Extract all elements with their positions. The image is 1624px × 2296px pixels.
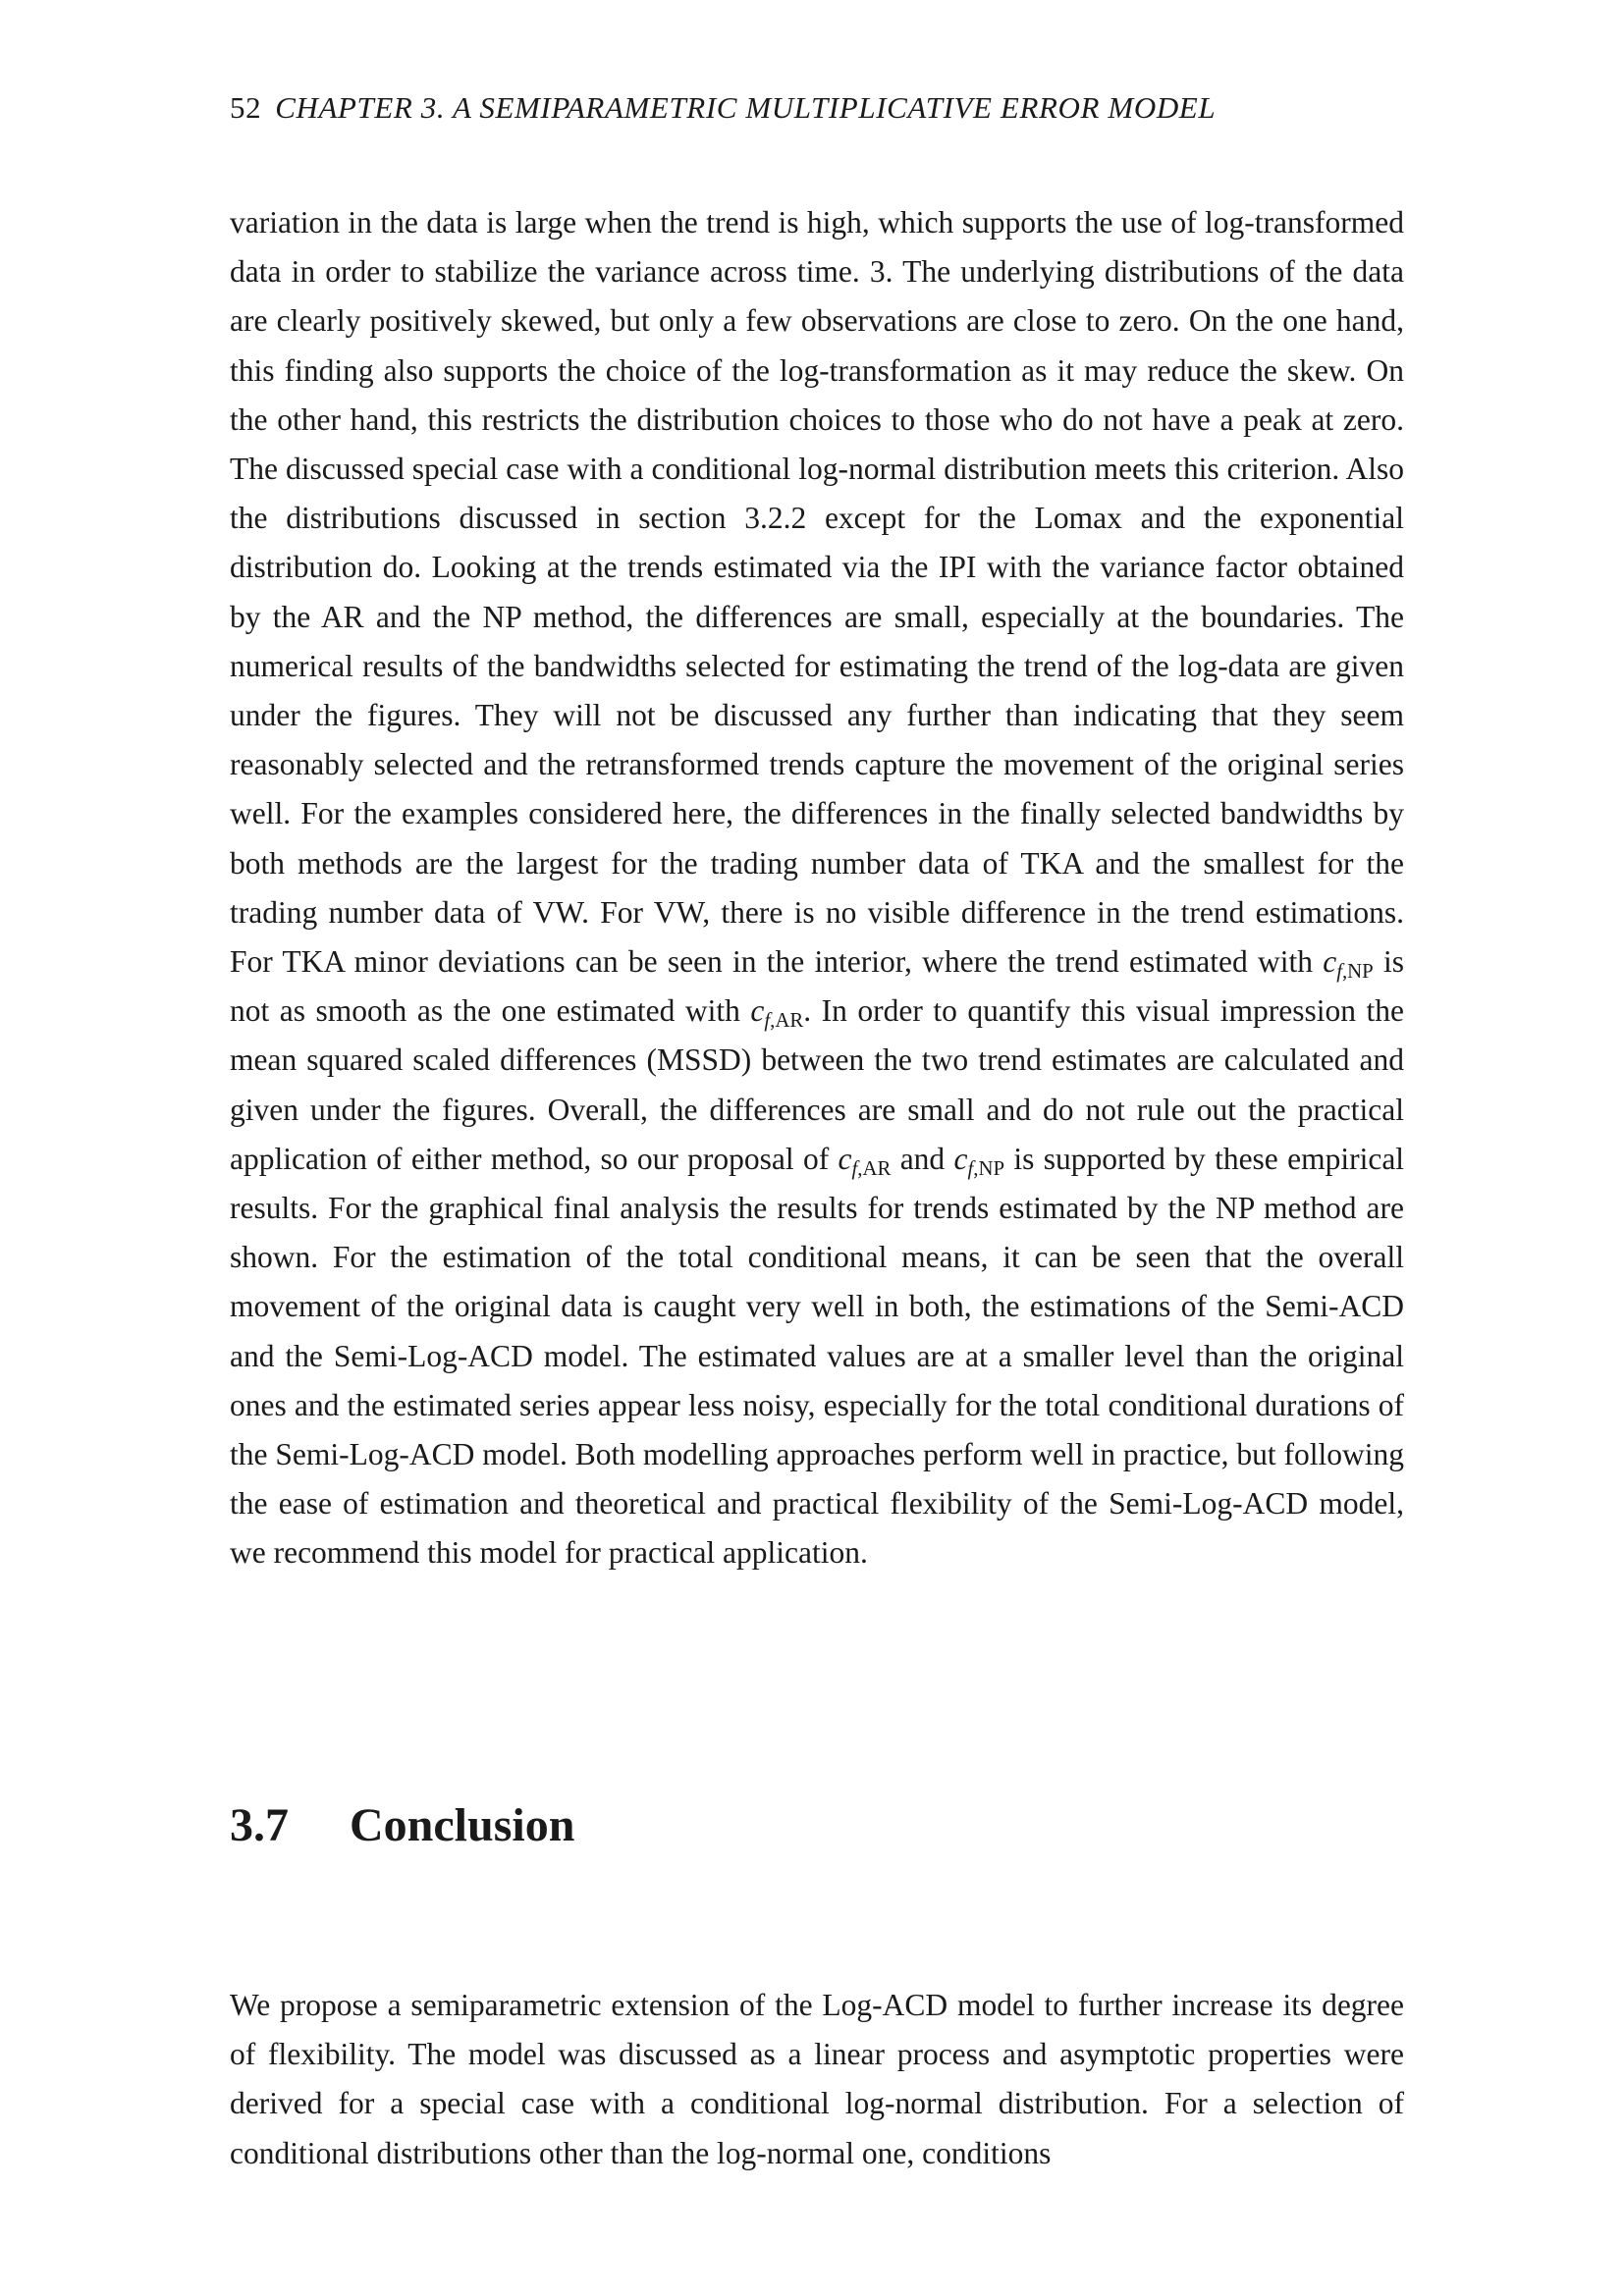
page xyxy=(230,88,1405,2170)
math-c-f-ar: $c_{f,AR}$ xyxy=(838,1141,892,1181)
text-segment: is supported by these empirical results. For the graphical final analysis the results for trends estimated by the NP method are shown. For the estimation of the total conditional means, it can be seen that the overall movement of the original data is caught very well in both, the estimations of the Semi-ACD and the Semi-Log-ACD model. The estimated values are at a smaller level than the original ones and the estimated series appear less noisy, especially for the total conditional durations of the Semi-Log-ACD model. Both modelling approaches perform well in practice, but following the ease of estimation and theoretical and practical flexibility of the Semi-Log-ACD model, we recommend this model for practical application. xyxy=(230,1141,1405,1571)
math-c-f-np: $c_{f,NP}$ xyxy=(953,1141,1005,1181)
running-head xyxy=(230,88,1404,128)
math-c-f-ar: $c_{f,AR}$ xyxy=(750,993,804,1033)
section-number: 3.7 xyxy=(230,1799,289,1851)
text-segment: variation in the data is large when the trend is high, which supports the use of log-transformed data in order to stabilize the variance across time. 3. The underlying distributions of the data are clearly positively skewed, but only a few observations are close to zero. On the one hand, this finding also supports the choice of the log-transformation as it may reduce the skew. On the other hand, this restricts the distribution choices to those who do not have a peak at zero. The discussed special case with a conditional log-normal distribution meets this criterion. Also the distributions discussed in section 3.2.2 except for the Lomax and the exponential distribution do. Looking at the trends estimated via the IPI with the variance factor obtained by the AR and the NP method, the differences are small, especially at the boundaries. The numerical results of the bandwidths selected for estimating the trend of the log-data are given under the figures. They will not be discussed any further than indicating that they seem reasonably selected and the retransformed trends capture the movement of the original series well. For the examples considered here, the differences in the finally selected bandwidths by both methods are the largest for the trading number data of TKA and the smallest for the trading number data of VW. For VW, there is no visible difference in the trend estimations. For TKA minor deviations can be seen in the interior, where the trend estimated with xyxy=(230,205,1404,980)
chapter-title: CHAPTER 3. A SEMIPARAMETRIC MULTIPLICATIVE ERROR MODEL xyxy=(275,90,1217,125)
math-c-f-np: $c_{f,NP}$ xyxy=(1323,944,1374,984)
section-heading xyxy=(230,1796,1404,1855)
section-title: Conclusion xyxy=(350,1799,575,1851)
text-segment: . In order to quantify this visual impression the mean squared scaled differences (MSSD) between the two trend estimates are calculated and given under the figures. Overall, the differences are small and do not rule out the practical application of either method, so our proposal of xyxy=(230,993,1404,1176)
text-segment: is not as smooth as the one estimated with xyxy=(230,944,1404,1029)
page-number: 52 xyxy=(230,90,262,125)
body-paragraph-discussion xyxy=(230,198,1404,1578)
body-paragraph-conclusion: We propose a semiparametric extension of the Log-ACD model to further increase its degree of flexibility. The model was discussed as a linear process and asymptotic properties were derived for a special case with a conditional log-normal distribution. For a selection of conditional distributions other than the log-normal one, conditions xyxy=(230,1988,1404,2170)
text-segment: and xyxy=(899,1141,946,1176)
